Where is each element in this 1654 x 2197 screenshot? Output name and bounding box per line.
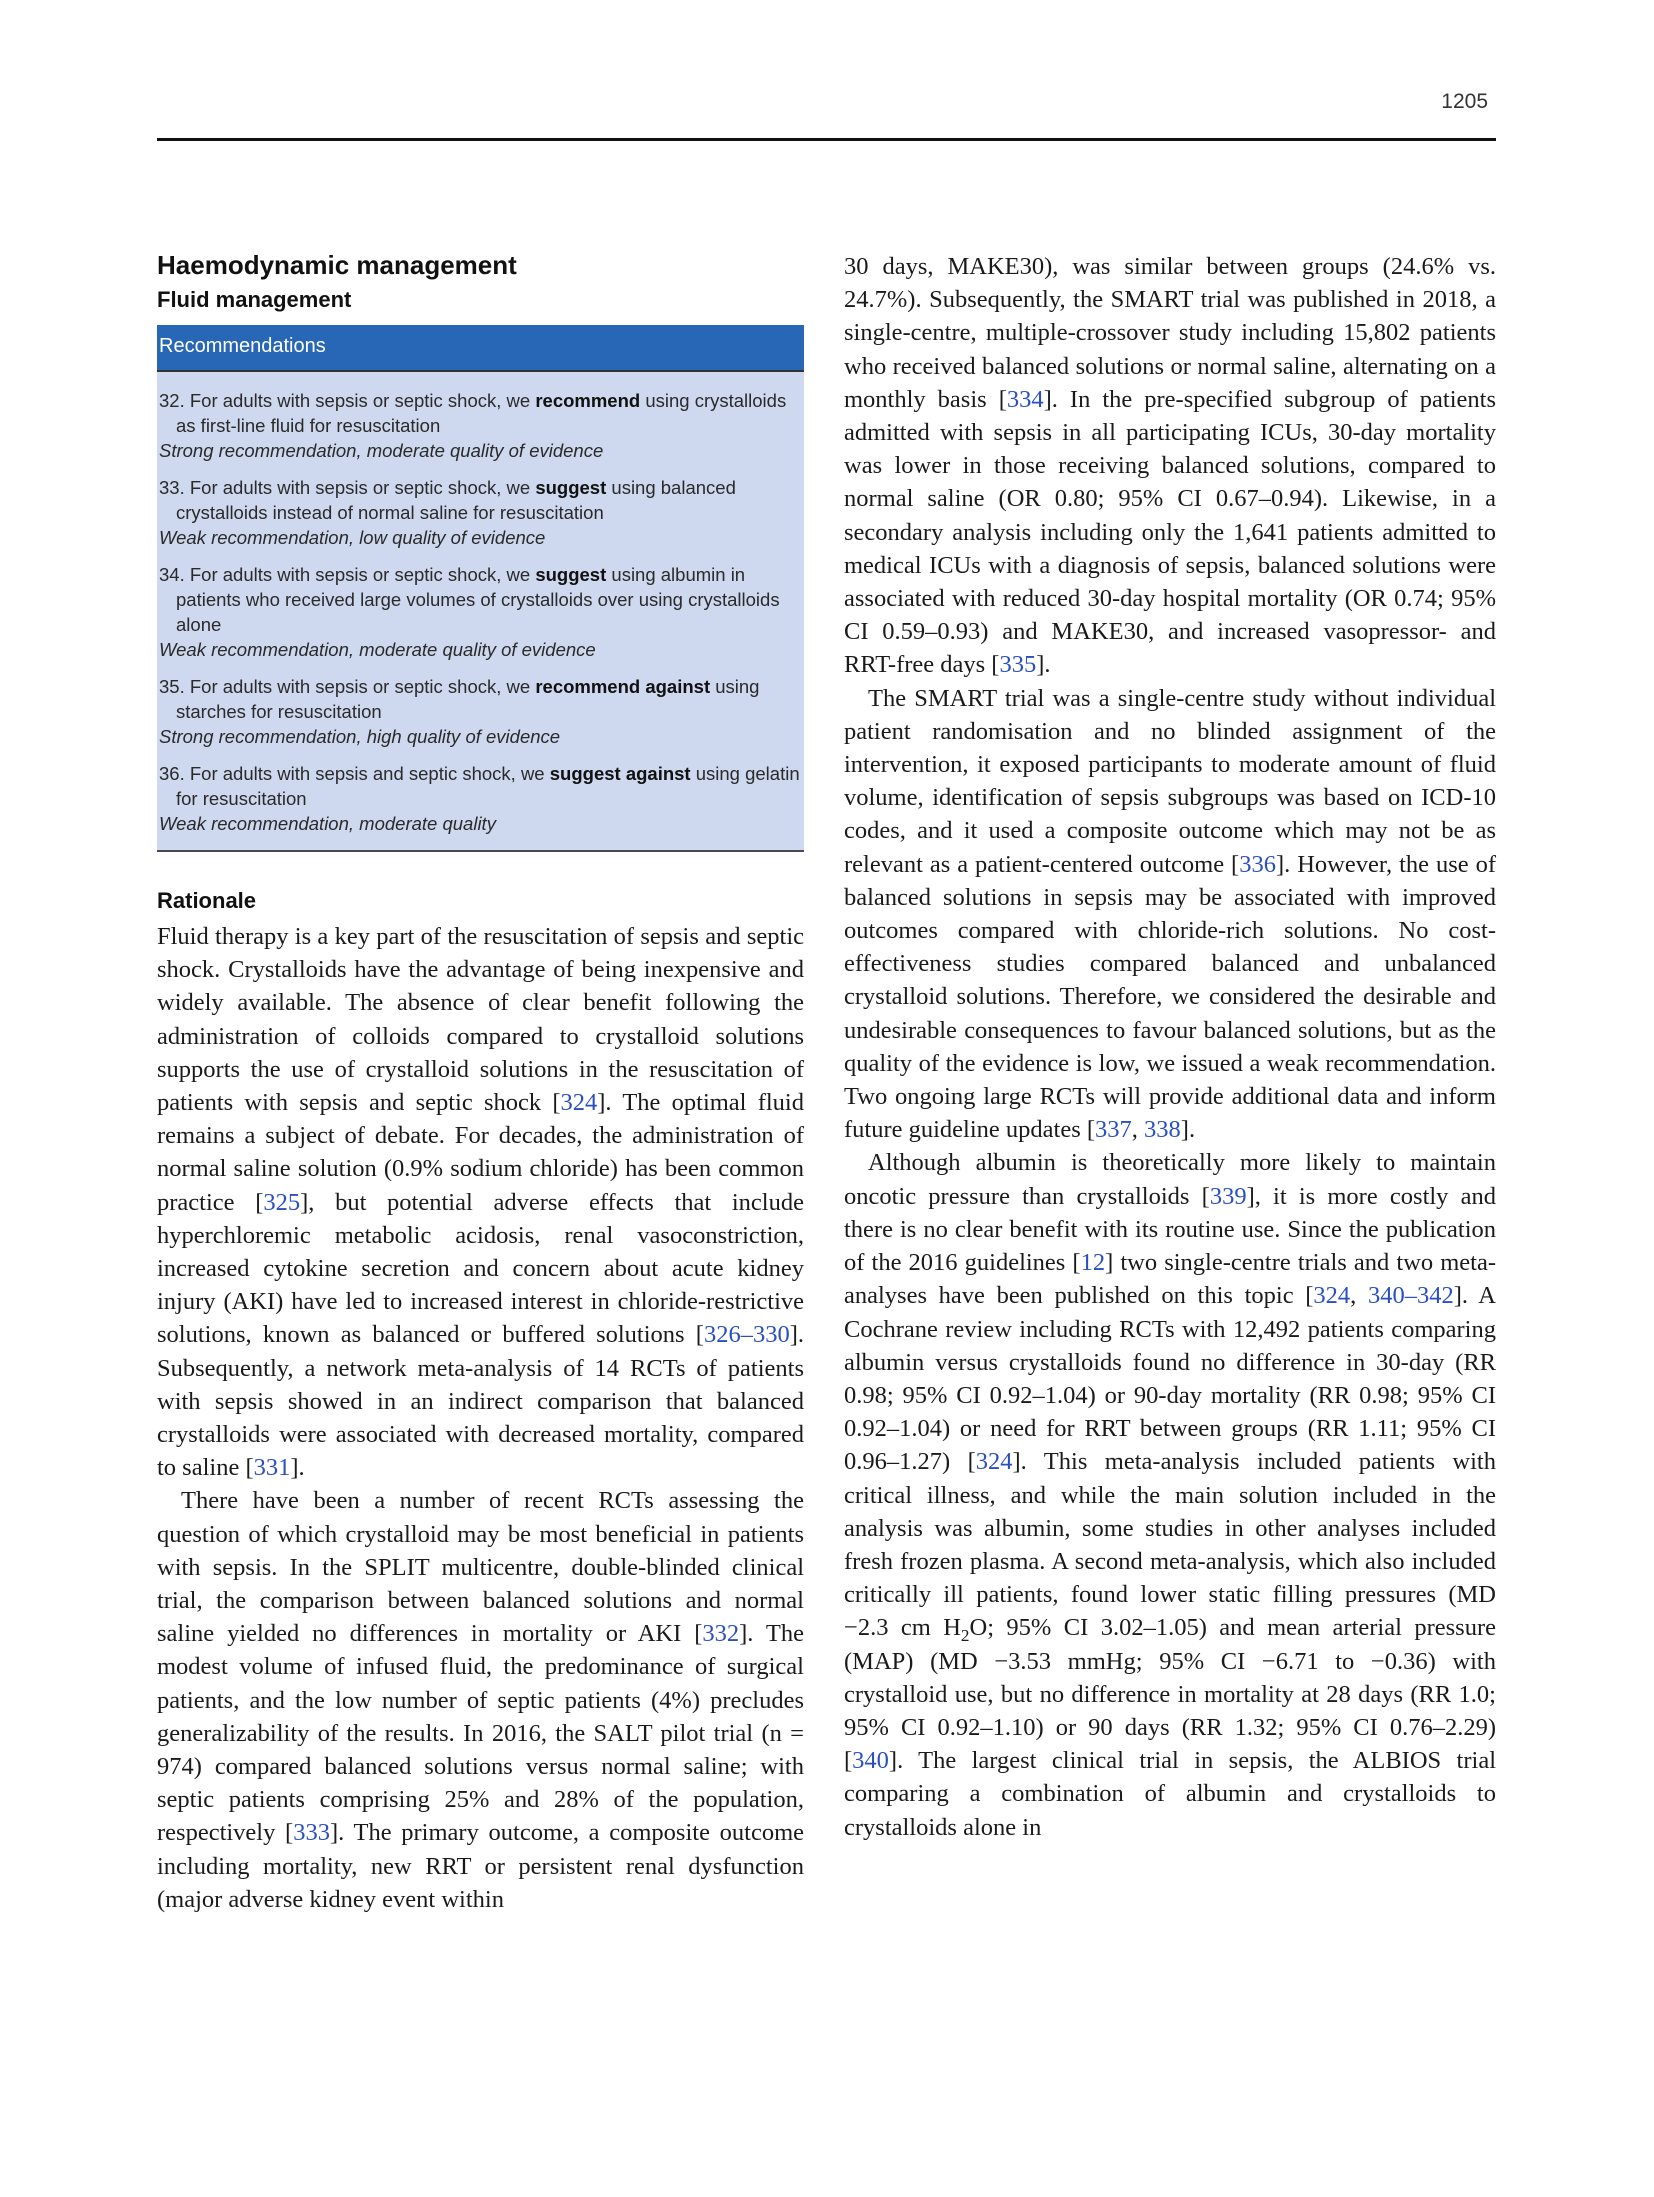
recommendation-text	[159, 761, 800, 811]
body-text: ].	[1036, 651, 1051, 679]
citation-link[interactable]: 334	[1006, 385, 1044, 413]
body-text: ].	[1180, 1116, 1196, 1144]
right-paragraph-1	[844, 250, 1496, 682]
rec-text-post: using crystalloids as first-line fluid for resuscitation	[176, 390, 787, 436]
body-text: ]. Subsequently, a network meta-analysis of 14 RCTs of patients with sepsis showed in an indirect comparison that balanced crystalloids were associated with decreased mortality, compared to saline [	[157, 1321, 804, 1482]
body-text: ] two single-centre trials and two meta-analyses have been published on this topic [	[844, 1249, 1497, 1310]
left-column	[157, 250, 804, 1916]
recommendation-34	[159, 562, 800, 662]
body-text: ]. The primary outcome, a composite outcome including mortality, new RRT or persistent renal dysfunction (major adverse kidney event within	[157, 1819, 804, 1913]
body-text: ]. A Cochrane review including RCTs with 12,492 patients comparing albumin versus crystalloids found no difference in 30-day (RR 0.98; 95% CI 0.92–1.04) or 90-day mortality (RR 0.98; 95% CI 0.92–1.04) or need for RRT between groups (RR 1.11; 95% CI 0.96–1.27) [	[844, 1282, 1497, 1476]
recommendations-box	[157, 325, 804, 852]
citation-link[interactable]: 324	[975, 1448, 1013, 1476]
section-title: Haemodynamic management	[157, 250, 517, 280]
rec-keyword: suggest against	[549, 763, 691, 784]
rec-text-post: using gelatin for resuscitation	[176, 763, 800, 809]
citation-link[interactable]: 340	[852, 1747, 889, 1775]
body-text: ].	[290, 1454, 305, 1482]
recommendation-32	[159, 388, 800, 463]
body-text: 30 days, MAKE30), was similar between groups (24.6% vs. 24.7%). Subsequently, the SMART trial was published in 2018, a single-centre, multiple-crossover study including 15,802 patients who received balanced solutions or normal saline, alternating on a monthly basis [	[844, 253, 1496, 413]
citation-link[interactable]: 339	[1209, 1182, 1247, 1210]
body-text: ]. The modest volume of infused fluid, the predominance of surgical patients, and the low number of septic patients (4%) precludes generalizability of the results. In 2016, the SALT pilot trial (n = 974) compared balanced solutions versus normal saline; with septic patients comprising 25% and 28% of the population, respectively [	[157, 1620, 805, 1847]
rec-text-pre: 36. For adults with sepsis and septic shock, we	[159, 763, 550, 784]
recommendation-strength: Strong recommendation, moderate quality of evidence	[159, 440, 604, 461]
rec-keyword: recommend against	[535, 676, 711, 697]
right-paragraph-3	[844, 1146, 1496, 1843]
citation-link[interactable]: 324	[560, 1089, 598, 1117]
recommendations-list	[157, 370, 804, 836]
rec-text-post: using balanced crystalloids instead of normal saline for resuscitation	[176, 477, 736, 523]
recommendation-strength: Weak recommendation, moderate quality of evidence	[159, 639, 596, 660]
rec-text-pre: 34. For adults with sepsis or septic shock, we	[159, 564, 536, 585]
rationale-paragraph-2	[157, 1484, 804, 1916]
recommendation-strength: Weak recommendation, moderate quality	[159, 813, 496, 834]
rationale-title: Rationale	[157, 888, 257, 913]
recommendation-text	[159, 475, 800, 525]
body-text: Fluid therapy is a key part of the resuscitation of sepsis and septic shock. Crystalloids have the advantage of being inexpensive and widely available. The absence of clear benefit following the administration of colloids compared to crystalloid solutions supports the use of crystalloid solutions in the resuscitation of patients with sepsis and septic shock [	[157, 923, 804, 1117]
citation-link[interactable]: 336	[1239, 850, 1276, 878]
rec-text-post: using albumin in patients who received large volumes of crystalloids over using crystalloids alone	[176, 564, 780, 635]
body-text: O; 95% CI 3.02–1.05) and mean arterial pressure (MAP) (MD −3.53 mmHg; 95% CI −6.71 to −0.36) with crystalloid use, but no difference in mortality at 28 days (RR 1.0; 95% CI 0.92–1.10) or 90 days (RR 1.32; 95% CI 0.76–2.29) [	[844, 1614, 1496, 1775]
rec-text-pre: 33. For adults with sepsis or septic shock, we	[159, 477, 536, 498]
subscript: 2	[960, 1626, 970, 1646]
citation-link[interactable]: 12	[1080, 1249, 1106, 1277]
recommendation-33	[159, 475, 800, 550]
citation-link[interactable]: 340–342	[1367, 1282, 1454, 1310]
body-text: ]. In the pre-specified subgroup of patients admitted with sepsis in all participating ICUs, 30-day mortality was lower in those receiving balanced solutions, compared to normal saline (OR 0.80; 95% CI 0.67–0.94). Likewise, in a secondary analysis including only the 1,641 patients admitted to medical ICUs with a diagnosis of sepsis, balanced solutions were associated with reduced 30-day hospital mortality (OR 0.74; 95% CI 0.59–0.93) and MAKE30, and increased vasopressor- and RRT-free days [	[844, 385, 1496, 679]
body-text: ,	[1350, 1282, 1368, 1310]
citation-link[interactable]: 335	[999, 651, 1037, 679]
rec-keyword: recommend	[535, 390, 641, 411]
citation-link[interactable]: 337	[1095, 1116, 1132, 1144]
citation-link[interactable]: 332	[702, 1620, 740, 1648]
citation-link[interactable]: 338	[1144, 1116, 1181, 1144]
citation-link[interactable]: 331	[253, 1454, 291, 1482]
body-text: ]. The largest clinical trial in sepsis, the ALBIOS trial comparing a combination of albumin and crystalloids to crystalloids alone in	[844, 1747, 1496, 1841]
subsection-title: Fluid management	[157, 287, 352, 312]
body-text: ], it is more costly and there is no clear benefit with its routine use. Since the publication of the 2016 guidelines [	[844, 1182, 1496, 1277]
body-text: Although albumin is theoretically more likely to maintain oncotic pressure than crystalloids [	[844, 1149, 1496, 1210]
body-text: The SMART trial was a single-centre study without individual patient randomisation and no blinded assignment of the intervention, it exposed participants to moderate amount of fluid volume, identification of sepsis subgroups was based on ICD-10 codes, and it used a composite outcome which may not be as relevant as a patient-centered outcome [	[844, 684, 1496, 878]
rec-keyword: suggest	[535, 564, 607, 585]
page-number: 1205	[1441, 90, 1488, 113]
right-column	[844, 250, 1496, 1844]
body-text: ], but potential adverse effects that include hyperchloremic metabolic acidosis, renal vasoconstriction, increased cytokine secretion and concern about acute kidney injury (AKI) have led to increased interest in chloride-restrictive solutions, known as balanced or buffered solutions [	[157, 1188, 804, 1349]
recommendation-36	[159, 761, 800, 836]
right-paragraph-2	[844, 682, 1496, 1147]
recommendations-header: Recommendations	[157, 325, 804, 370]
body-text: ]. However, the use of balanced solutions in sepsis may be associated with improved outcomes compared with chloride-rich solutions. No cost-effectiveness studies compared balanced and unbalanced crystalloid solutions. Therefore, we considered the desirable and undesirable consequences to favour balanced solutions, but as the quality of the evidence is low, we issued a weak recommendation. Two ongoing large RCTs will provide additional data and inform future guideline updates [	[844, 850, 1496, 1144]
body-text: ]. The optimal fluid remains a subject of debate. For decades, the administration of normal saline solution (0.9% sodium chloride) has been common practice [	[157, 1089, 804, 1216]
body-text: ,	[1131, 1116, 1145, 1144]
recommendation-strength: Weak recommendation, low quality of evidence	[159, 527, 546, 548]
citation-link[interactable]: 325	[263, 1188, 301, 1216]
rec-text-post: using starches for resuscitation	[176, 676, 760, 722]
rec-text-pre: 35. For adults with sepsis or septic shock, we	[159, 676, 536, 697]
rationale-paragraph-1	[157, 920, 804, 1484]
rec-keyword: suggest	[535, 477, 607, 498]
recommendation-text	[159, 562, 800, 637]
rec-text-pre: 32. For adults with sepsis or septic shock, we	[159, 390, 536, 411]
body-text: ]. This meta-analysis included patients with critical illness, and while the main solution included in the analysis was albumin, some studies in other analyses included fresh frozen plasma. A second meta-analysis, which also included critically ill patients, found lower static filling pressures (MD −2.3 cm H	[844, 1448, 1496, 1642]
header-rule	[157, 138, 1496, 141]
recommendation-text	[159, 674, 800, 724]
citation-link[interactable]: 324	[1313, 1282, 1351, 1310]
body-text: There have been a number of recent RCTs assessing the question of which crystalloid may be most beneficial in patients with sepsis. In the SPLIT multicentre, double-blinded clinical trial, the comparison between balanced solutions and normal saline yielded no differences in mortality or AKI [	[157, 1487, 804, 1648]
citation-link[interactable]: 333	[293, 1819, 330, 1847]
recommendation-strength: Strong recommendation, high quality of evidence	[159, 726, 561, 747]
citation-link[interactable]: 326–330	[703, 1321, 790, 1349]
recommendation-35	[159, 674, 800, 749]
recommendation-text	[159, 388, 800, 438]
